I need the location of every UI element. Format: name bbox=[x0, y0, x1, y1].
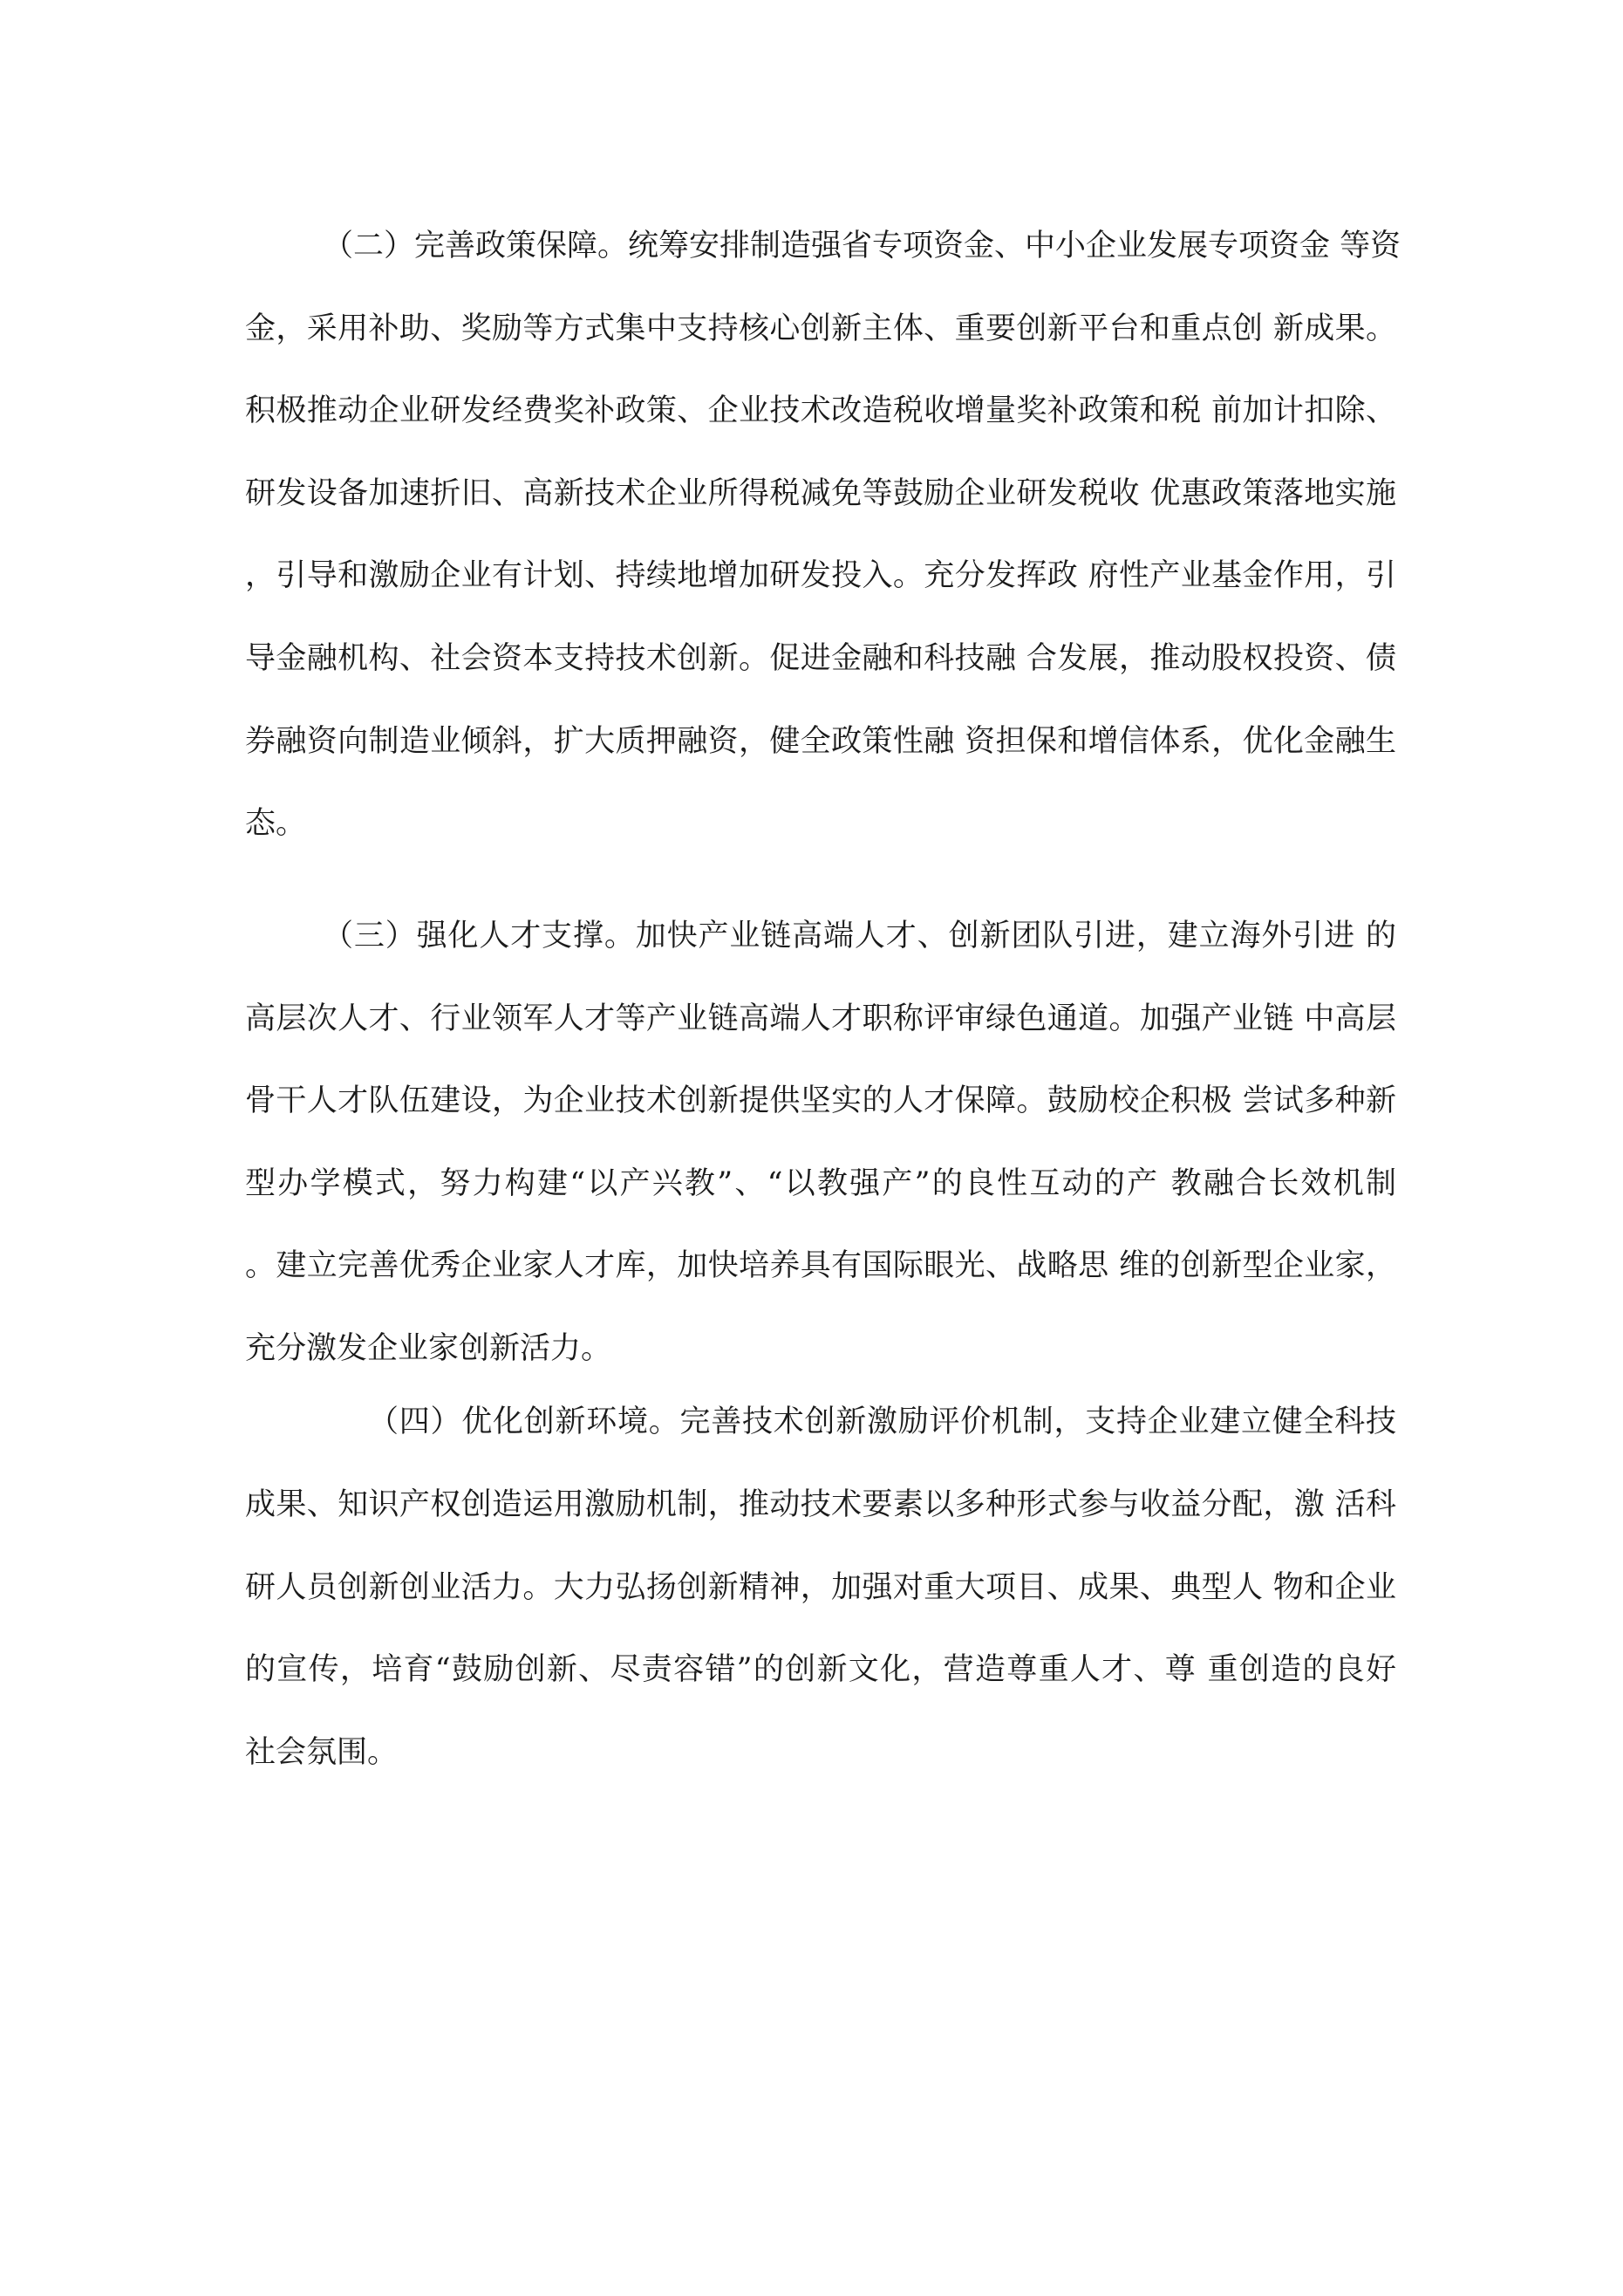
text-line: 研人员创新创业活力。大力弘扬创新精神，加强对重大项目、成果、典型人 物和企业 bbox=[245, 1570, 1396, 1605]
text-line: 导金融机构、社会资本支持技术创新。促进金融和科技融 合发展，推动股权投资、债 bbox=[245, 641, 1396, 676]
text-line: 成果、知识产权创造运用激励机制，推动技术要素以多种形式参与收益分配，激 活科 bbox=[245, 1487, 1396, 1522]
text-line: 金，采用补助、奖励等方式集中支持核心创新主体、重要创新平台和重点创 新成果。 bbox=[245, 311, 1396, 346]
text-line: （二）完善政策保障。统筹安排制造强省专项资金、中小企业发展专项资金 等资 bbox=[323, 229, 1401, 263]
text-line: 高层次人才、行业领军人才等产业链高端人才职称评审绿色通道。加强产业链 中高层 bbox=[245, 1001, 1396, 1036]
text-line: 社会氛围。 bbox=[245, 1735, 399, 1770]
text-line: 态。 bbox=[245, 806, 307, 841]
text-line: 型办学模式，努力构建“以产兴教”、“以教强产”的良性互动的产 教融合长效机制 bbox=[245, 1166, 1396, 1201]
text-line: 券融资向制造业倾斜，扩大质押融资，健全政策性融 资担保和增信体系，优化金融生 bbox=[245, 724, 1396, 759]
text-line: 充分激发企业家创新活力。 bbox=[245, 1331, 612, 1366]
text-line: （四）优化创新环境。完善技术创新激励评价机制，支持企业建立健全科技 bbox=[368, 1404, 1396, 1439]
text-line: 的宣传，培育“鼓励创新、尽责容错”的创新文化，营造尊重人才、尊 重创造的良好 bbox=[245, 1652, 1396, 1687]
text-line: （三）强化人才支撑。加快产业链高端人才、创新团队引进，建立海外引进 的 bbox=[323, 919, 1396, 953]
text-line: 积极推动企业研发经费奖补政策、企业技术改造税收增量奖补政策和税 前加计扣除、 bbox=[245, 393, 1396, 428]
text-line: 骨干人才队伍建设，为企业技术创新提供坚实的人才保障。鼓励校企积极 尝试多种新 bbox=[245, 1083, 1396, 1118]
text-line: ，引导和激励企业有计划、持续地增加研发投入。充分发挥政 府性产业基金作用，引 bbox=[245, 558, 1396, 593]
text-line: 研发设备加速折旧、高新技术企业所得税减免等鼓励企业研发税收 优惠政策落地实施 bbox=[245, 476, 1396, 511]
text-line: 。建立完善优秀企业家人才库，加快培养具有国际眼光、战略思 维的创新型企业家， bbox=[245, 1248, 1396, 1283]
